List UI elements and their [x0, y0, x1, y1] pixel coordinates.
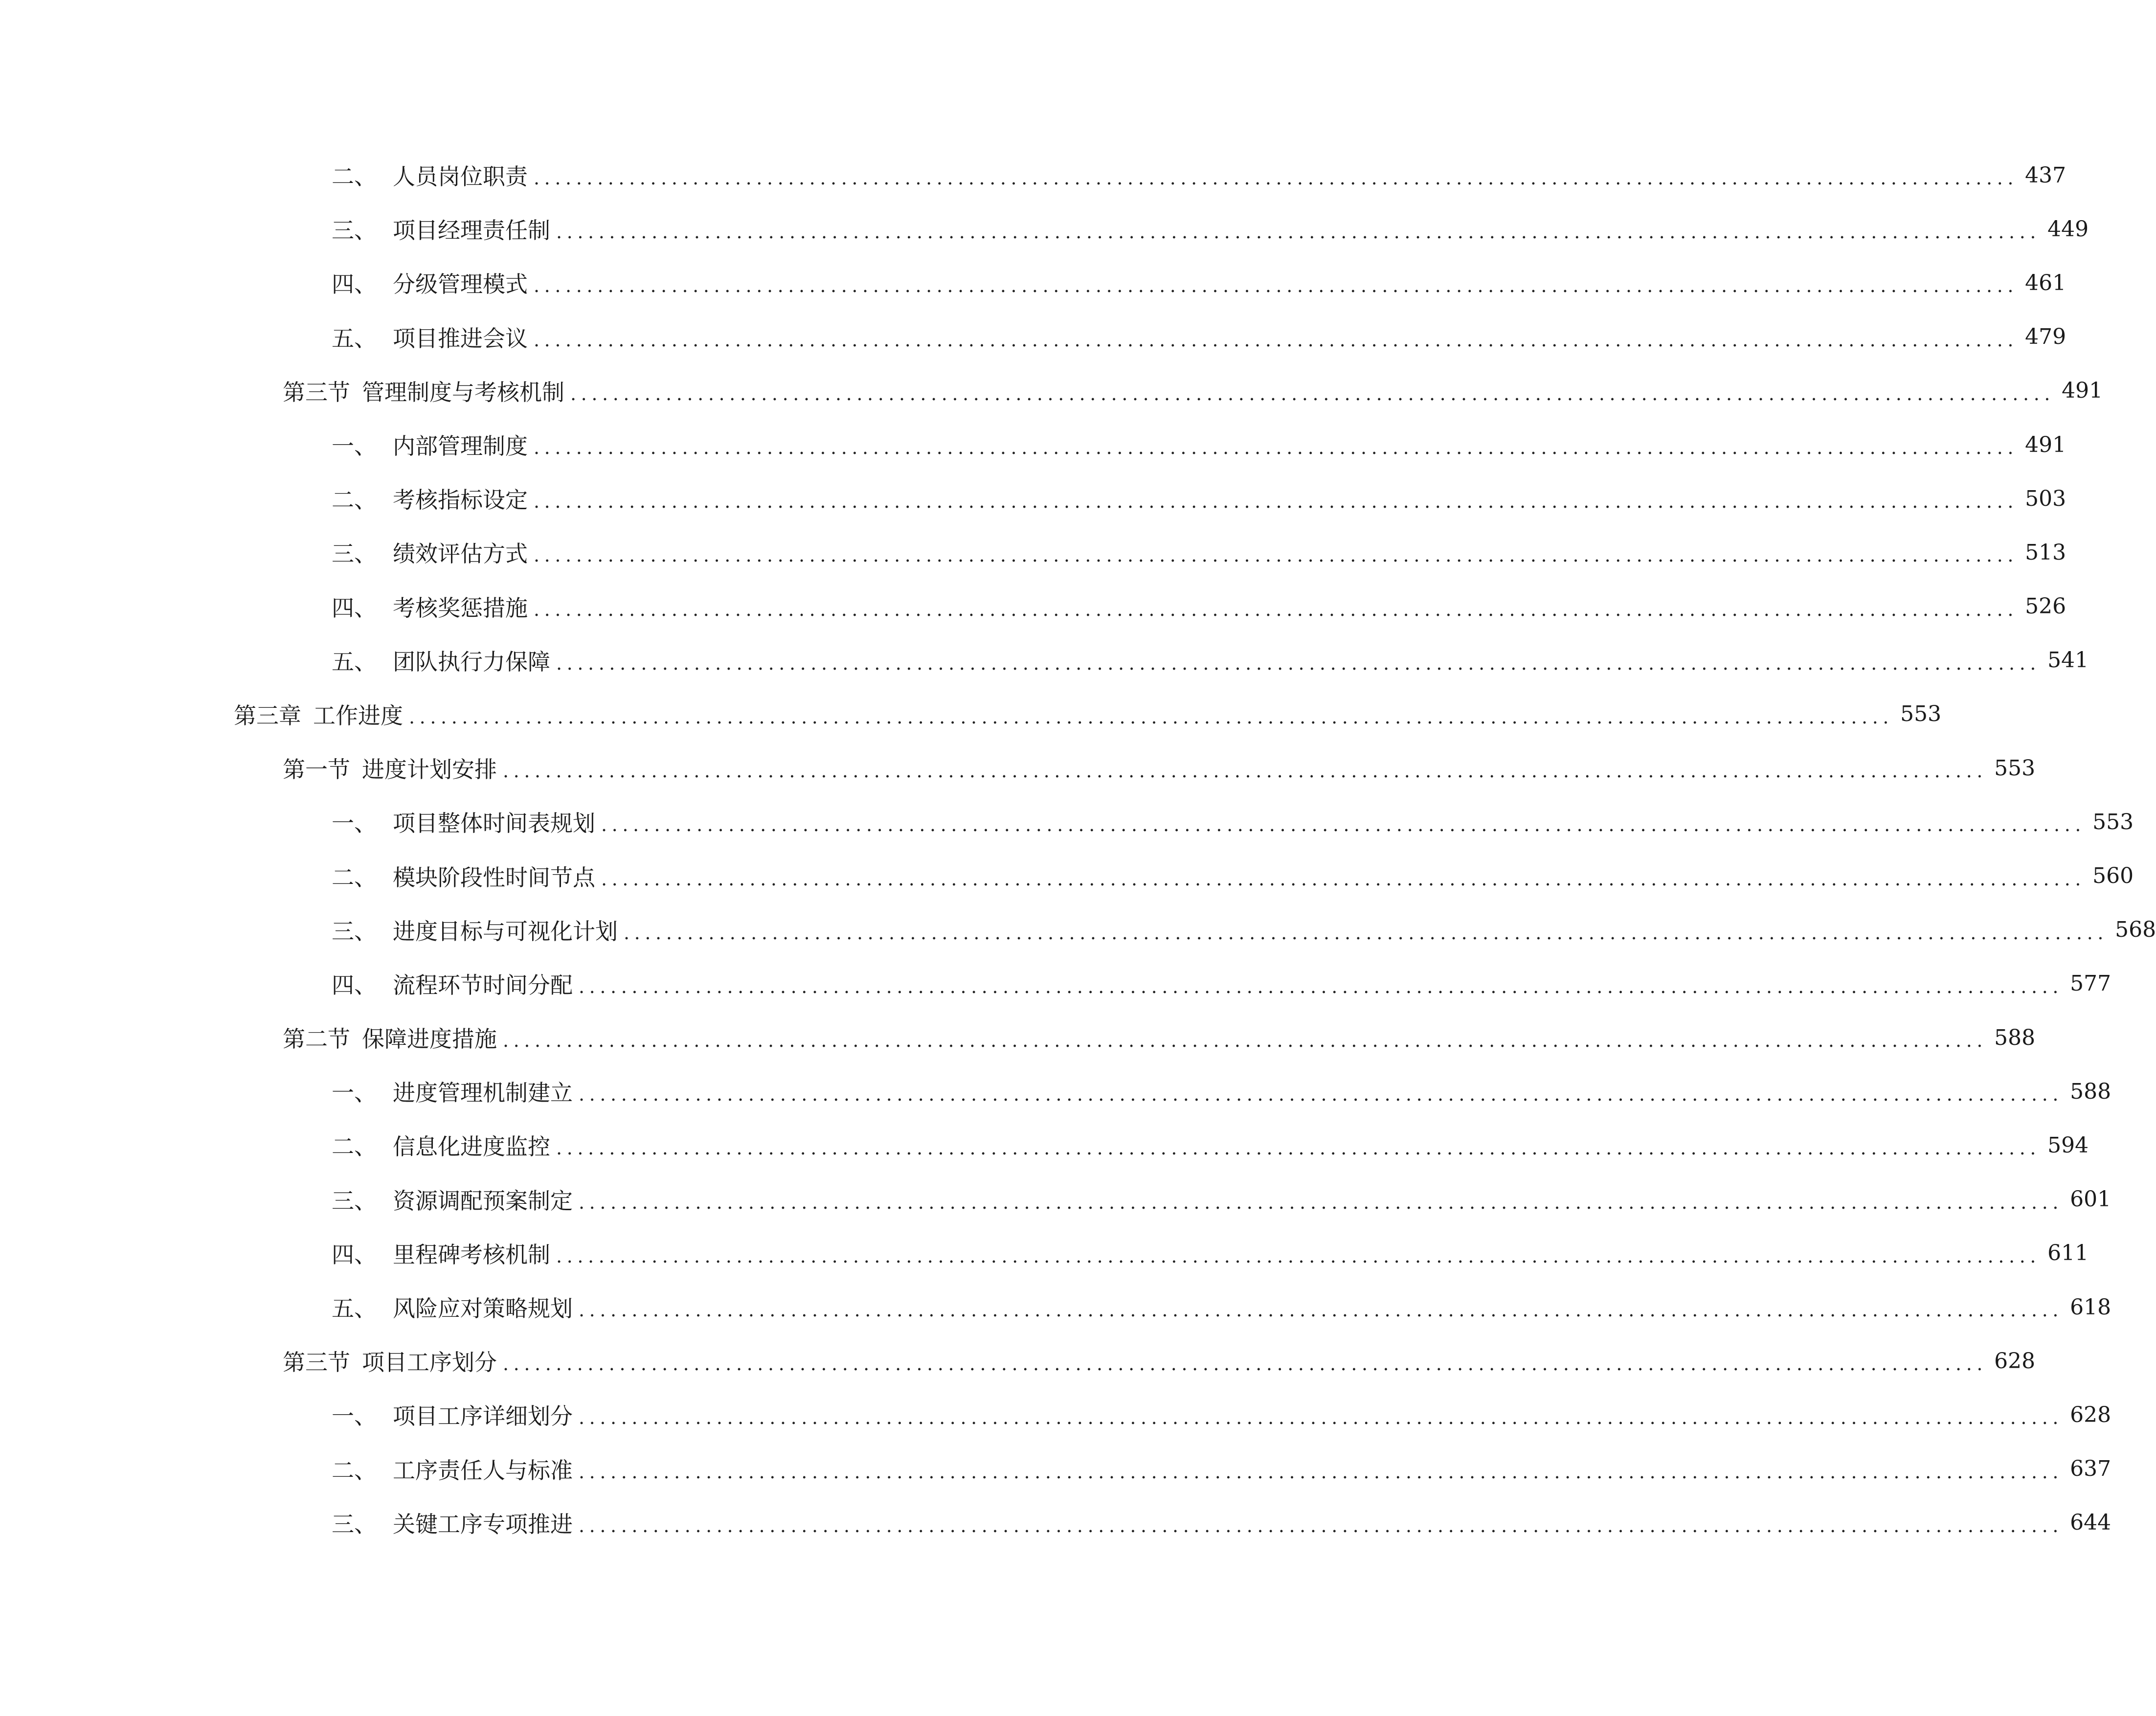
- toc-entry-title: 进度管理机制建立: [393, 1080, 573, 1106]
- toc-entry[interactable]: [0, 1064, 2111, 1118]
- toc-entry-page-number: 618: [2070, 1294, 2111, 1320]
- toc-entry[interactable]: [0, 1118, 2089, 1172]
- toc-entry-page-number: 611: [2047, 1241, 2089, 1266]
- toc-entry-number: 第二节: [283, 1026, 350, 1053]
- toc-entry[interactable]: [0, 687, 1942, 741]
- toc-entry-page-number: 637: [2070, 1456, 2111, 1482]
- toc-entry-page-number: 628: [1994, 1348, 2036, 1374]
- toc-entry-number: 第一节: [283, 756, 350, 783]
- toc-entry-number: 三、: [332, 918, 377, 945]
- toc-entry[interactable]: [0, 1496, 2111, 1550]
- toc-entry-title: 工作进度: [313, 702, 403, 729]
- toc-entry-title: 项目工序详细划分: [393, 1403, 573, 1430]
- toc-entry-page-number: 437: [2025, 162, 2066, 188]
- toc-entry-title: 项目经理责任制: [393, 217, 550, 244]
- toc-entry-page-number: 628: [2070, 1402, 2111, 1427]
- dot-leader: ............................................................................................................................................: [534, 544, 2019, 566]
- toc-entry[interactable]: [0, 633, 2089, 687]
- toc-entry-number: 二、: [332, 1457, 377, 1484]
- dot-leader: ............................................................................................................................................: [556, 1245, 2041, 1267]
- toc-entry-number: 四、: [332, 594, 377, 621]
- toc-entry-page-number: 560: [2092, 863, 2134, 889]
- toc-entry-title: 风险应对策略规划: [393, 1295, 573, 1322]
- toc-entry-page-number: 503: [2025, 486, 2066, 511]
- dot-leader: ............................................................................................................................................: [503, 1030, 1988, 1052]
- toc-entry-number: 四、: [332, 1241, 377, 1268]
- dot-leader: ............................................................................................................................................: [556, 1137, 2041, 1159]
- dot-leader: ............................................................................................................................................: [601, 814, 2086, 836]
- toc-entry-page-number: 553: [1900, 701, 1942, 727]
- toc-entry[interactable]: [0, 795, 2134, 849]
- toc-entry-page-number: 577: [2070, 971, 2111, 996]
- toc-entry-page-number: 526: [2025, 594, 2066, 619]
- toc-entry-title: 进度目标与可视化计划: [393, 918, 618, 945]
- toc-entry[interactable]: [0, 1011, 2036, 1064]
- toc-entry-number: 四、: [332, 971, 377, 998]
- toc-entry-title: 考核奖惩措施: [393, 594, 528, 621]
- dot-leader: ............................................................................................................................................: [579, 1299, 2064, 1321]
- toc-entry[interactable]: [0, 364, 2103, 418]
- toc-entry-number: 第三章: [234, 702, 301, 729]
- toc-entry-number: 五、: [332, 648, 377, 675]
- toc-entry[interactable]: [0, 1280, 2111, 1334]
- toc-entry-number: 一、: [332, 1403, 377, 1430]
- toc-entry-title: 工序责任人与标准: [393, 1457, 573, 1484]
- toc-entry-title: 信息化进度监控: [393, 1133, 550, 1160]
- dot-leader: ............................................................................................................................................: [601, 868, 2086, 890]
- dot-leader: ............................................................................................................................................: [579, 1407, 2064, 1429]
- toc-entry-page-number: 491: [2025, 432, 2066, 457]
- toc-entry-page-number: 601: [2070, 1187, 2111, 1212]
- toc-entry[interactable]: [0, 1388, 2111, 1442]
- dot-leader: ............................................................................................................................................: [534, 167, 2019, 189]
- dot-leader: ............................................................................................................................................: [503, 1353, 1988, 1375]
- toc-entry-page-number: 588: [2070, 1079, 2111, 1104]
- toc-entry-page-number: 553: [1994, 755, 2036, 781]
- toc-entry[interactable]: [0, 472, 2066, 525]
- dot-leader: ............................................................................................................................................: [556, 652, 2041, 674]
- dot-leader: ............................................................................................................................................: [534, 329, 2019, 351]
- toc-entry-number: 一、: [332, 810, 377, 837]
- toc-entry-number: 第三节: [283, 379, 350, 406]
- dot-leader: ............................................................................................................................................: [534, 598, 2019, 620]
- toc-entry-title: 项目工序划分: [362, 1349, 497, 1376]
- toc-entry[interactable]: [0, 1226, 2089, 1280]
- toc-entry-number: 二、: [332, 864, 377, 891]
- dot-leader: ............................................................................................................................................: [579, 1084, 2064, 1106]
- toc-entry-title: 保障进度措施: [362, 1026, 497, 1053]
- toc-entry-number: 四、: [332, 271, 377, 298]
- toc-entry[interactable]: [0, 1442, 2111, 1496]
- toc-entry-number: 第三节: [283, 1349, 350, 1376]
- toc-entry-number: 五、: [332, 1295, 377, 1322]
- toc-entry-title: 绩效评估方式: [393, 541, 528, 567]
- dot-leader: ............................................................................................................................................: [624, 922, 2109, 944]
- toc-entry-title: 内部管理制度: [393, 433, 528, 460]
- dot-leader: ............................................................................................................................................: [534, 275, 2019, 297]
- toc-entry-title: 管理制度与考核机制: [362, 379, 564, 406]
- toc-entry-title: 里程碑考核机制: [393, 1241, 550, 1268]
- toc-entry[interactable]: [0, 903, 2156, 957]
- toc-entry-page-number: 491: [2062, 378, 2103, 404]
- toc-entry-number: 一、: [332, 1080, 377, 1106]
- toc-entry[interactable]: [0, 849, 2134, 903]
- dot-leader: ............................................................................................................................................: [534, 491, 2019, 513]
- toc-entry-page-number: 513: [2025, 540, 2066, 565]
- toc-entry-page-number: 553: [2092, 809, 2134, 835]
- toc-entry-number: 二、: [332, 1133, 377, 1160]
- toc-entry[interactable]: [0, 148, 2066, 202]
- toc-entry-number: 五、: [332, 325, 377, 352]
- toc-entry-title: 项目整体时间表规划: [393, 810, 595, 837]
- dot-leader: ............................................................................................................................................: [503, 760, 1988, 782]
- table-of-contents: [0, 148, 2156, 1550]
- toc-entry-number: 二、: [332, 163, 377, 190]
- dot-leader: ............................................................................................................................................: [570, 383, 2055, 405]
- toc-entry-title: 关键工序专项推进: [393, 1511, 573, 1537]
- toc-entry-number: 三、: [332, 1187, 377, 1214]
- toc-entry-number: 三、: [332, 1511, 377, 1537]
- toc-entry-title: 团队执行力保障: [393, 648, 550, 675]
- toc-entry[interactable]: [0, 202, 2089, 256]
- toc-entry-page-number: 644: [2070, 1510, 2111, 1535]
- toc-entry-page-number: 594: [2047, 1132, 2089, 1158]
- toc-entry[interactable]: [0, 741, 2036, 795]
- toc-entry[interactable]: [0, 525, 2066, 579]
- dot-leader: ............................................................................................................................................: [556, 221, 2041, 243]
- toc-entry-title: 模块阶段性时间节点: [393, 864, 595, 891]
- toc-entry[interactable]: [0, 580, 2066, 633]
- dot-leader: ............................................................................................................................................: [579, 975, 2064, 997]
- toc-entry-title: 资源调配预案制定: [393, 1187, 573, 1214]
- toc-entry[interactable]: [0, 310, 2066, 364]
- toc-entry-page-number: 461: [2025, 270, 2066, 295]
- toc-entry-number: 二、: [332, 487, 377, 514]
- dot-leader: ............................................................................................................................................: [579, 1191, 2064, 1213]
- toc-entry-number: 三、: [332, 217, 377, 244]
- dot-leader: ............................................................................................................................................: [579, 1514, 2064, 1536]
- toc-entry-title: 进度计划安排: [362, 756, 497, 783]
- toc-entry-title: 分级管理模式: [393, 271, 528, 298]
- toc-entry-title: 人员岗位职责: [393, 163, 528, 190]
- toc-entry-title: 考核指标设定: [393, 487, 528, 514]
- toc-entry[interactable]: [0, 418, 2066, 472]
- toc-entry-page-number: 449: [2047, 216, 2089, 242]
- toc-entry-page-number: 568: [2115, 917, 2156, 943]
- dot-leader: ............................................................................................................................................: [409, 706, 1894, 728]
- toc-entry-title: 项目推进会议: [393, 325, 528, 352]
- toc-entry-page-number: 541: [2047, 648, 2089, 673]
- toc-entry-title: 流程环节时间分配: [393, 971, 573, 998]
- toc-entry-page-number: 588: [1994, 1025, 2036, 1050]
- dot-leader: ............................................................................................................................................: [579, 1461, 2064, 1483]
- toc-entry[interactable]: [0, 1334, 2036, 1388]
- toc-entry[interactable]: [0, 1173, 2111, 1226]
- toc-entry-page-number: 479: [2025, 324, 2066, 350]
- toc-entry-number: 一、: [332, 433, 377, 460]
- dot-leader: ............................................................................................................................................: [534, 437, 2019, 459]
- toc-entry-number: 三、: [332, 541, 377, 567]
- toc-entry[interactable]: [0, 256, 2066, 310]
- toc-entry[interactable]: [0, 957, 2111, 1011]
